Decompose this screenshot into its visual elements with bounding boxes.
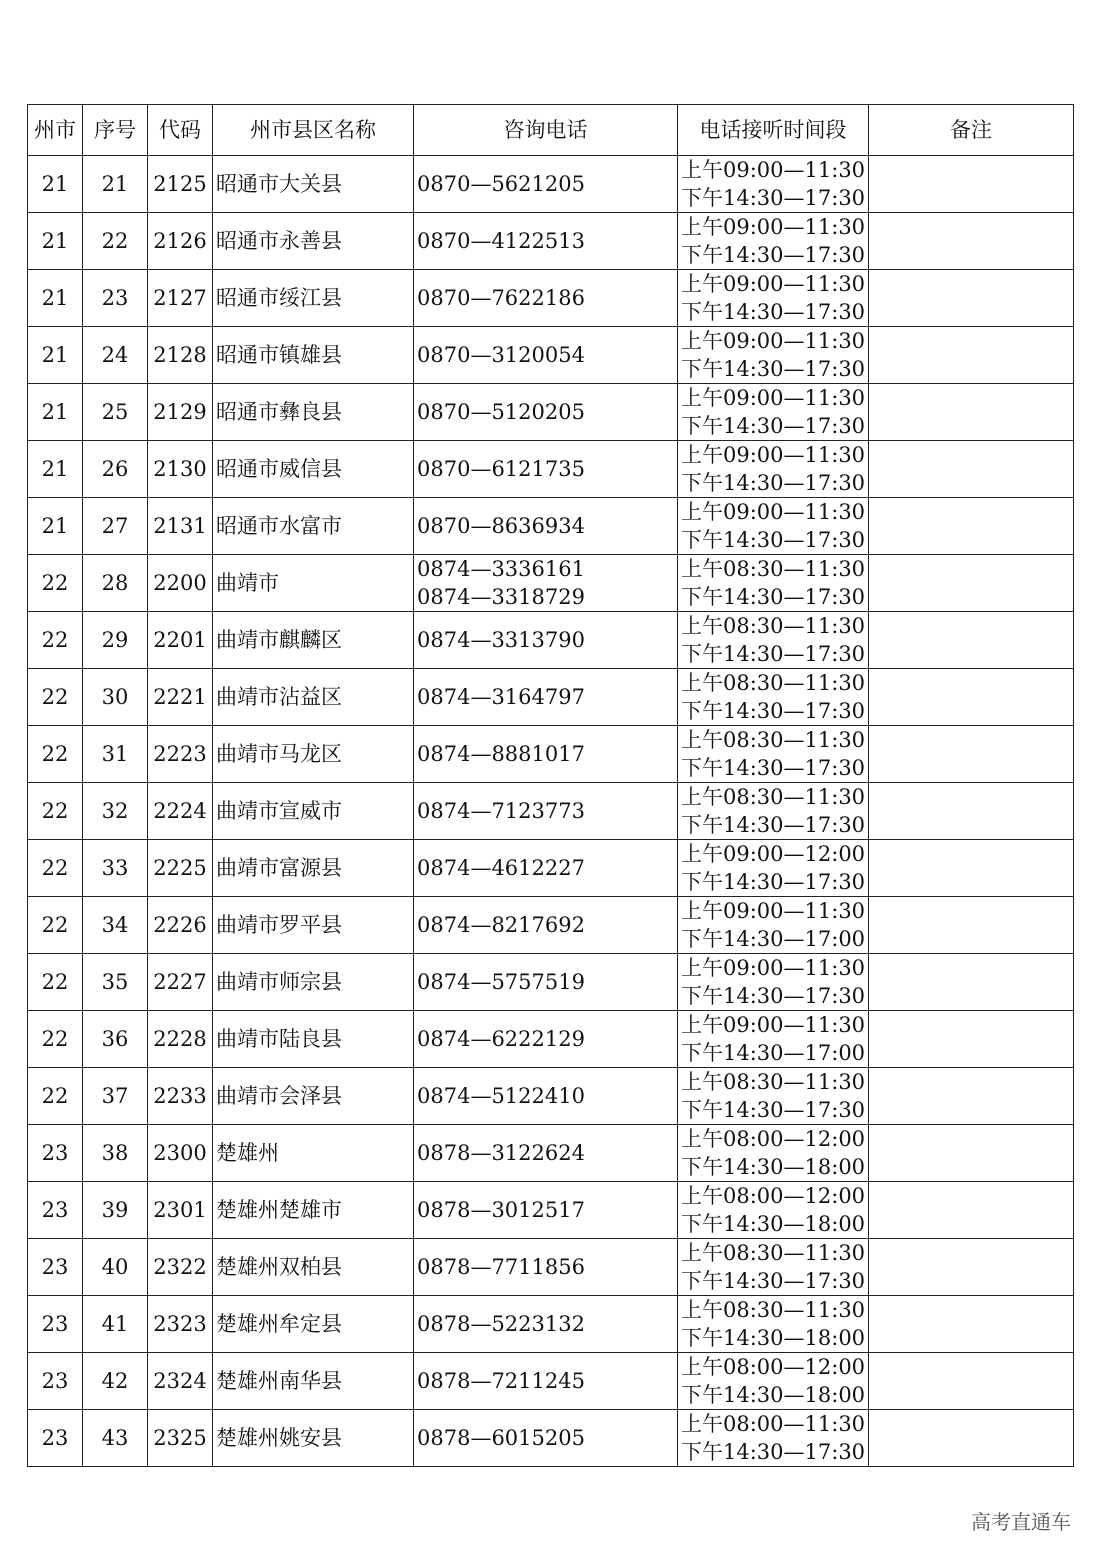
cell-phone xyxy=(414,1068,678,1125)
hours-morning: 上午08:00—12:00 xyxy=(681,1355,866,1379)
cell-notes xyxy=(869,897,1074,954)
table-row xyxy=(28,783,1074,840)
cell-code: 2201 xyxy=(148,612,213,669)
phone-number: 0878—3012517 xyxy=(417,1198,585,1222)
cell-notes xyxy=(869,1353,1074,1410)
cell-region-name: 曲靖市宣威市 xyxy=(213,783,414,840)
cell-hours xyxy=(678,669,869,726)
phone-number: 0878—6015205 xyxy=(417,1426,585,1450)
cell-code: 2224 xyxy=(148,783,213,840)
cell-prefecture: 23 xyxy=(28,1353,83,1410)
cell-serial: 39 xyxy=(83,1182,148,1239)
cell-code: 2221 xyxy=(148,669,213,726)
phone-number: 0874—3318729 xyxy=(417,585,585,609)
watermark: 高考直通车 xyxy=(971,1510,1071,1534)
cell-prefecture: 23 xyxy=(28,1182,83,1239)
phone-number: 0870—7622186 xyxy=(417,286,585,310)
cell-hours xyxy=(678,327,869,384)
hours-afternoon: 下午14:30—17:30 xyxy=(681,357,866,381)
cell-hours xyxy=(678,1011,869,1068)
cell-prefecture: 22 xyxy=(28,669,83,726)
table-row xyxy=(28,1353,1074,1410)
cell-code: 2325 xyxy=(148,1410,213,1467)
hours-morning: 上午09:00—11:30 xyxy=(681,500,866,524)
cell-hours xyxy=(678,840,869,897)
phone-number: 0870—5621205 xyxy=(417,172,585,196)
cell-prefecture: 21 xyxy=(28,441,83,498)
phone-number: 0878—7211245 xyxy=(417,1369,585,1393)
hours-morning: 上午09:00—11:30 xyxy=(681,956,866,980)
hours-afternoon: 下午14:30—17:00 xyxy=(681,1041,866,1065)
cell-hours xyxy=(678,897,869,954)
header-prefecture: 州市 xyxy=(28,105,83,156)
table-body xyxy=(28,156,1074,1467)
hours-afternoon: 下午14:30—17:00 xyxy=(681,927,866,951)
cell-phone xyxy=(414,441,678,498)
table-row xyxy=(28,1296,1074,1353)
cell-prefecture: 21 xyxy=(28,156,83,213)
hours-afternoon: 下午14:30—17:30 xyxy=(681,642,866,666)
hours-morning: 上午09:00—11:30 xyxy=(681,1013,866,1037)
cell-prefecture: 22 xyxy=(28,555,83,612)
cell-region-name: 曲靖市麒麟区 xyxy=(213,612,414,669)
cell-hours xyxy=(678,156,869,213)
cell-prefecture: 22 xyxy=(28,1011,83,1068)
cell-notes xyxy=(869,1182,1074,1239)
cell-hours xyxy=(678,441,869,498)
hours-morning: 上午08:00—12:00 xyxy=(681,1184,866,1208)
cell-notes xyxy=(869,1125,1074,1182)
hours-morning: 上午08:30—11:30 xyxy=(681,728,866,752)
cell-prefecture: 21 xyxy=(28,498,83,555)
cell-region-name: 昭通市威信县 xyxy=(213,441,414,498)
header-serial: 序号 xyxy=(83,105,148,156)
phone-number: 0870—4122513 xyxy=(417,229,585,253)
hours-afternoon: 下午14:30—17:30 xyxy=(681,300,866,324)
cell-prefecture: 22 xyxy=(28,954,83,1011)
cell-serial: 38 xyxy=(83,1125,148,1182)
table-row xyxy=(28,555,1074,612)
cell-code: 2228 xyxy=(148,1011,213,1068)
header-code: 代码 xyxy=(148,105,213,156)
cell-region-name: 楚雄州 xyxy=(213,1125,414,1182)
table-row xyxy=(28,840,1074,897)
cell-region-name: 楚雄州牟定县 xyxy=(213,1296,414,1353)
cell-code: 2200 xyxy=(148,555,213,612)
phone-number: 0870—5120205 xyxy=(417,400,585,424)
cell-notes xyxy=(869,1296,1074,1353)
cell-region-name: 曲靖市师宗县 xyxy=(213,954,414,1011)
cell-hours xyxy=(678,783,869,840)
table-row xyxy=(28,1410,1074,1467)
cell-code: 2223 xyxy=(148,726,213,783)
phone-number: 0874—5757519 xyxy=(417,970,585,994)
cell-notes xyxy=(869,555,1074,612)
cell-serial: 22 xyxy=(83,213,148,270)
cell-phone xyxy=(414,1353,678,1410)
header-notes: 备注 xyxy=(869,105,1074,156)
cell-region-name: 曲靖市马龙区 xyxy=(213,726,414,783)
hours-afternoon: 下午14:30—17:30 xyxy=(681,699,866,723)
phone-number: 0874—8881017 xyxy=(417,742,585,766)
hours-afternoon: 下午14:30—17:30 xyxy=(681,756,866,780)
cell-code: 2129 xyxy=(148,384,213,441)
cell-hours xyxy=(678,498,869,555)
cell-region-name: 昭通市镇雄县 xyxy=(213,327,414,384)
cell-region-name: 昭通市大关县 xyxy=(213,156,414,213)
hours-morning: 上午09:00—12:00 xyxy=(681,842,866,866)
cell-region-name: 昭通市彝良县 xyxy=(213,384,414,441)
cell-notes xyxy=(869,783,1074,840)
cell-prefecture: 23 xyxy=(28,1410,83,1467)
cell-notes xyxy=(869,384,1074,441)
cell-hours xyxy=(678,612,869,669)
phone-number: 0870—8636934 xyxy=(417,514,585,538)
cell-phone xyxy=(414,384,678,441)
cell-code: 2227 xyxy=(148,954,213,1011)
hours-morning: 上午08:00—12:00 xyxy=(681,1127,866,1151)
cell-phone xyxy=(414,612,678,669)
hours-morning: 上午08:30—11:30 xyxy=(681,671,866,695)
hours-morning: 上午09:00—11:30 xyxy=(681,215,866,239)
cell-phone xyxy=(414,156,678,213)
cell-serial: 30 xyxy=(83,669,148,726)
header-phone: 咨询电话 xyxy=(414,105,678,156)
cell-phone xyxy=(414,498,678,555)
cell-notes xyxy=(869,213,1074,270)
cell-code: 2127 xyxy=(148,270,213,327)
cell-notes xyxy=(869,498,1074,555)
phone-number: 0874—4612227 xyxy=(417,856,585,880)
header-hours: 电话接听时间段 xyxy=(678,105,869,156)
cell-serial: 33 xyxy=(83,840,148,897)
table-row xyxy=(28,213,1074,270)
cell-hours xyxy=(678,726,869,783)
cell-phone xyxy=(414,840,678,897)
phone-number: 0874—3164797 xyxy=(417,685,585,709)
cell-notes xyxy=(869,1011,1074,1068)
cell-serial: 37 xyxy=(83,1068,148,1125)
hours-afternoon: 下午14:30—17:30 xyxy=(681,984,866,1008)
cell-phone xyxy=(414,1296,678,1353)
hours-afternoon: 下午14:30—17:30 xyxy=(681,243,866,267)
cell-hours xyxy=(678,384,869,441)
cell-notes xyxy=(869,954,1074,1011)
table-row xyxy=(28,270,1074,327)
cell-prefecture: 22 xyxy=(28,897,83,954)
cell-region-name: 楚雄州姚安县 xyxy=(213,1410,414,1467)
cell-phone xyxy=(414,1011,678,1068)
table-row xyxy=(28,897,1074,954)
hours-morning: 上午08:00—11:30 xyxy=(681,1412,866,1436)
cell-hours xyxy=(678,1125,869,1182)
phone-number: 0874—6222129 xyxy=(417,1027,585,1051)
cell-code: 2126 xyxy=(148,213,213,270)
cell-phone xyxy=(414,669,678,726)
cell-phone xyxy=(414,1182,678,1239)
hours-afternoon: 下午14:30—18:00 xyxy=(681,1383,866,1407)
phone-number: 0870—3120054 xyxy=(417,343,585,367)
phone-number: 0878—7711856 xyxy=(417,1255,585,1279)
cell-notes xyxy=(869,840,1074,897)
cell-prefecture: 22 xyxy=(28,612,83,669)
hours-afternoon: 下午14:30—17:30 xyxy=(681,1269,866,1293)
cell-phone xyxy=(414,1239,678,1296)
cell-serial: 34 xyxy=(83,897,148,954)
cell-hours xyxy=(678,1182,869,1239)
phone-number: 0874—7123773 xyxy=(417,799,585,823)
phone-number: 0870—6121735 xyxy=(417,457,585,481)
cell-prefecture: 23 xyxy=(28,1239,83,1296)
cell-phone xyxy=(414,783,678,840)
hours-morning: 上午09:00—11:30 xyxy=(681,386,866,410)
cell-serial: 23 xyxy=(83,270,148,327)
cell-phone xyxy=(414,555,678,612)
cell-serial: 27 xyxy=(83,498,148,555)
cell-notes xyxy=(869,327,1074,384)
cell-notes xyxy=(869,669,1074,726)
hours-afternoon: 下午14:30—17:30 xyxy=(681,870,866,894)
table-row xyxy=(28,954,1074,1011)
table-row xyxy=(28,612,1074,669)
cell-prefecture: 21 xyxy=(28,213,83,270)
hours-morning: 上午09:00—11:30 xyxy=(681,443,866,467)
cell-code: 2130 xyxy=(148,441,213,498)
table-row xyxy=(28,327,1074,384)
phone-number: 0878—5223132 xyxy=(417,1312,585,1336)
table-row xyxy=(28,384,1074,441)
cell-notes xyxy=(869,1239,1074,1296)
cell-region-name: 昭通市水富市 xyxy=(213,498,414,555)
cell-code: 2125 xyxy=(148,156,213,213)
cell-serial: 29 xyxy=(83,612,148,669)
table-row xyxy=(28,1239,1074,1296)
hours-afternoon: 下午14:30—17:30 xyxy=(681,528,866,552)
cell-prefecture: 22 xyxy=(28,840,83,897)
hours-afternoon: 下午14:30—17:30 xyxy=(681,186,866,210)
cell-prefecture: 22 xyxy=(28,1068,83,1125)
phone-number: 0874—3313790 xyxy=(417,628,585,652)
table-row xyxy=(28,1068,1074,1125)
cell-serial: 32 xyxy=(83,783,148,840)
hours-afternoon: 下午14:30—17:30 xyxy=(681,1098,866,1122)
cell-phone xyxy=(414,726,678,783)
cell-phone xyxy=(414,213,678,270)
hours-afternoon: 下午14:30—17:30 xyxy=(681,585,866,609)
cell-phone xyxy=(414,327,678,384)
hours-morning: 上午09:00—11:30 xyxy=(681,899,866,923)
cell-code: 2323 xyxy=(148,1296,213,1353)
cell-region-name: 昭通市永善县 xyxy=(213,213,414,270)
phone-number: 0874—8217692 xyxy=(417,913,585,937)
cell-serial: 21 xyxy=(83,156,148,213)
cell-hours xyxy=(678,213,869,270)
header-region-name: 州市县区名称 xyxy=(213,105,414,156)
cell-hours xyxy=(678,1410,869,1467)
cell-code: 2128 xyxy=(148,327,213,384)
cell-hours xyxy=(678,1239,869,1296)
hours-morning: 上午09:00—11:30 xyxy=(681,329,866,353)
cell-hours xyxy=(678,1353,869,1410)
cell-phone xyxy=(414,1410,678,1467)
cell-region-name: 曲靖市沾益区 xyxy=(213,669,414,726)
phone-number: 0874—3336161 xyxy=(417,557,585,581)
hours-morning: 上午08:30—11:30 xyxy=(681,1298,866,1322)
cell-prefecture: 23 xyxy=(28,1296,83,1353)
cell-region-name: 曲靖市罗平县 xyxy=(213,897,414,954)
hours-morning: 上午08:30—11:30 xyxy=(681,557,866,581)
cell-notes xyxy=(869,612,1074,669)
cell-serial: 43 xyxy=(83,1410,148,1467)
table-row xyxy=(28,498,1074,555)
cell-prefecture: 22 xyxy=(28,726,83,783)
hours-morning: 上午08:30—11:30 xyxy=(681,1070,866,1094)
hours-afternoon: 下午14:30—18:00 xyxy=(681,1155,866,1179)
cell-region-name: 楚雄州双柏县 xyxy=(213,1239,414,1296)
cell-prefecture: 23 xyxy=(28,1125,83,1182)
hours-afternoon: 下午14:30—17:30 xyxy=(681,471,866,495)
hours-afternoon: 下午14:30—18:00 xyxy=(681,1326,866,1350)
cell-prefecture: 21 xyxy=(28,270,83,327)
hours-morning: 上午08:30—11:30 xyxy=(681,1241,866,1265)
cell-code: 2301 xyxy=(148,1182,213,1239)
hours-morning: 上午09:00—11:30 xyxy=(681,272,866,296)
cell-serial: 42 xyxy=(83,1353,148,1410)
cell-phone xyxy=(414,897,678,954)
cell-region-name: 曲靖市富源县 xyxy=(213,840,414,897)
hours-morning: 上午08:30—11:30 xyxy=(681,785,866,809)
table-row xyxy=(28,441,1074,498)
table-row xyxy=(28,1182,1074,1239)
cell-serial: 36 xyxy=(83,1011,148,1068)
cell-phone xyxy=(414,1125,678,1182)
cell-region-name: 昭通市绥江县 xyxy=(213,270,414,327)
cell-code: 2225 xyxy=(148,840,213,897)
cell-serial: 25 xyxy=(83,384,148,441)
cell-notes xyxy=(869,441,1074,498)
cell-serial: 35 xyxy=(83,954,148,1011)
cell-hours xyxy=(678,555,869,612)
cell-notes xyxy=(869,156,1074,213)
cell-code: 2131 xyxy=(148,498,213,555)
cell-notes xyxy=(869,726,1074,783)
table-row xyxy=(28,1011,1074,1068)
cell-serial: 26 xyxy=(83,441,148,498)
cell-serial: 31 xyxy=(83,726,148,783)
cell-code: 2322 xyxy=(148,1239,213,1296)
cell-notes xyxy=(869,1068,1074,1125)
cell-hours xyxy=(678,1068,869,1125)
cell-phone xyxy=(414,270,678,327)
cell-notes xyxy=(869,1410,1074,1467)
cell-region-name: 曲靖市 xyxy=(213,555,414,612)
hours-morning: 上午09:00—11:30 xyxy=(681,158,866,182)
hours-afternoon: 下午14:30—17:30 xyxy=(681,813,866,837)
cell-code: 2300 xyxy=(148,1125,213,1182)
hours-morning: 上午08:30—11:30 xyxy=(681,614,866,638)
cell-prefecture: 21 xyxy=(28,384,83,441)
contact-table xyxy=(27,104,1074,1467)
phone-number: 0874—5122410 xyxy=(417,1084,585,1108)
cell-region-name: 楚雄州南华县 xyxy=(213,1353,414,1410)
cell-code: 2233 xyxy=(148,1068,213,1125)
cell-serial: 28 xyxy=(83,555,148,612)
cell-prefecture: 21 xyxy=(28,327,83,384)
phone-number: 0878—3122624 xyxy=(417,1141,585,1165)
hours-afternoon: 下午14:30—18:00 xyxy=(681,1212,866,1236)
table-header-row xyxy=(28,105,1074,156)
table-row xyxy=(28,669,1074,726)
cell-serial: 24 xyxy=(83,327,148,384)
cell-serial: 40 xyxy=(83,1239,148,1296)
cell-notes xyxy=(869,270,1074,327)
cell-code: 2226 xyxy=(148,897,213,954)
table-row xyxy=(28,156,1074,213)
cell-hours xyxy=(678,1296,869,1353)
cell-phone xyxy=(414,954,678,1011)
hours-afternoon: 下午14:30—17:30 xyxy=(681,1440,866,1464)
cell-region-name: 曲靖市会泽县 xyxy=(213,1068,414,1125)
cell-serial: 41 xyxy=(83,1296,148,1353)
cell-prefecture: 22 xyxy=(28,783,83,840)
cell-region-name: 曲靖市陆良县 xyxy=(213,1011,414,1068)
table-row xyxy=(28,726,1074,783)
cell-code: 2324 xyxy=(148,1353,213,1410)
cell-hours xyxy=(678,270,869,327)
cell-hours xyxy=(678,954,869,1011)
cell-region-name: 楚雄州楚雄市 xyxy=(213,1182,414,1239)
hours-afternoon: 下午14:30—17:30 xyxy=(681,414,866,438)
table-row xyxy=(28,1125,1074,1182)
